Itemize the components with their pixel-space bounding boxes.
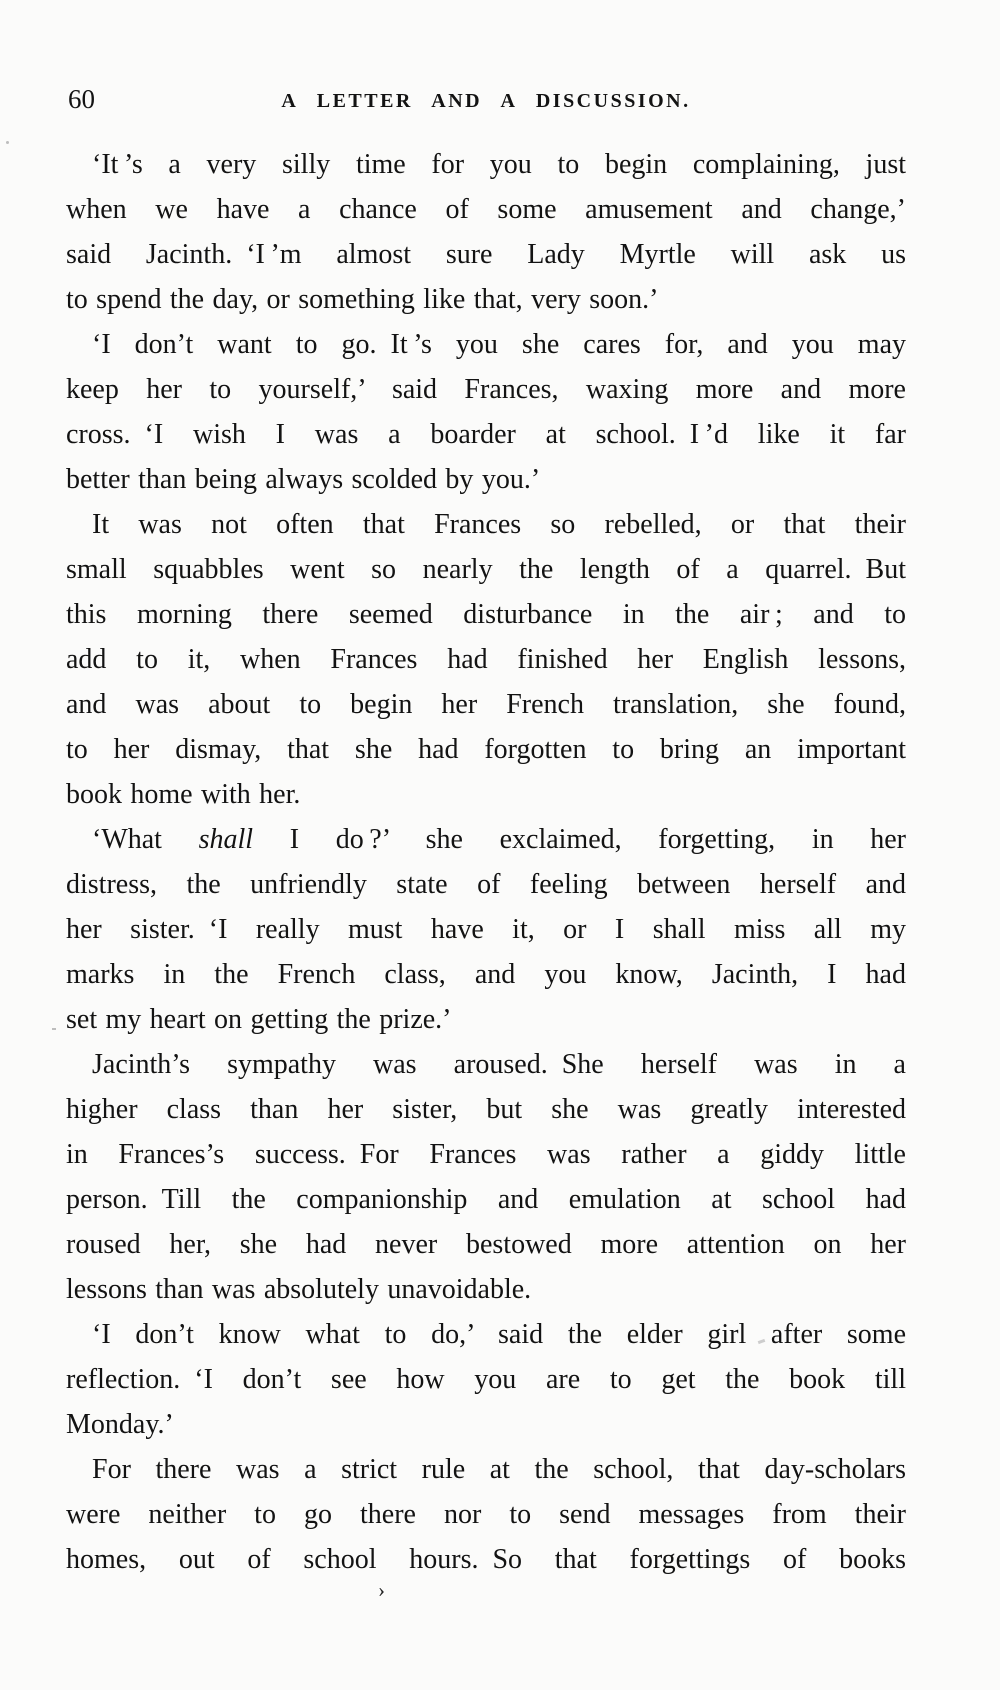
text-line: set my heart on getting the prize.’ bbox=[66, 1004, 452, 1035]
text-line: her sister. ‘I really must have it, or I shall miss all my bbox=[66, 914, 906, 945]
text-line: It was not often that Frances so rebelled, or that their bbox=[92, 509, 906, 540]
text-line: when we have a chance of some amusement and change,’ bbox=[66, 194, 906, 225]
text-line: marks in the French class, and you know, Jacinth, I had bbox=[66, 959, 906, 990]
scan-artifact bbox=[52, 1028, 56, 1030]
paragraph bbox=[66, 142, 906, 322]
text-line: person. Till the companionship and emulation at school had bbox=[66, 1184, 906, 1215]
text-line: ‘It ’s a very silly time for you to begin complaining, just bbox=[92, 149, 906, 180]
text-line: in Frances’s success. For Frances was rather a giddy little bbox=[66, 1139, 906, 1170]
text-line: higher class than her sister, but she was greatly interested bbox=[66, 1094, 906, 1125]
page-header bbox=[66, 84, 906, 120]
text-line: add to it, when Frances had finished her English lessons, bbox=[66, 644, 906, 675]
paragraph bbox=[66, 1312, 906, 1447]
paragraph bbox=[66, 1447, 906, 1582]
text-line: small squabbles went so nearly the length of a quarrel. But bbox=[66, 554, 906, 585]
text-block bbox=[66, 142, 906, 1582]
text-line: and was about to begin her French translation, she found, bbox=[66, 689, 906, 720]
paragraph bbox=[66, 322, 906, 502]
text-line: better than being always scolded by you.’ bbox=[66, 464, 541, 495]
paragraph bbox=[66, 1042, 906, 1312]
text-line: to spend the day, or something like that, very soon.’ bbox=[66, 284, 659, 315]
text-line: ‘What shall I do ?’ she exclaimed, forgetting, in her bbox=[92, 824, 907, 855]
signature-mark: › bbox=[378, 1578, 385, 1602]
text-line: Jacinth’s sympathy was aroused. She herself was in a bbox=[92, 1049, 906, 1080]
text-line: distress, the unfriendly state of feeling between herself and bbox=[66, 869, 906, 900]
paragraph bbox=[66, 502, 906, 817]
text-line: For there was a strict rule at the school, that day-scholars bbox=[92, 1454, 906, 1485]
paragraph bbox=[66, 817, 906, 1042]
scan-artifact bbox=[6, 141, 9, 144]
text-line: lessons than was absolutely unavoidable. bbox=[66, 1274, 532, 1305]
text-line: Monday.’ bbox=[66, 1409, 174, 1440]
running-title: A LETTER AND A DISCUSSION. bbox=[281, 90, 691, 112]
text-line: cross. ‘I wish I was a boarder at school. I ’d like it far bbox=[66, 419, 906, 450]
text-line: were neither to go there nor to send messages from their bbox=[66, 1499, 906, 1530]
page-number: 60 bbox=[68, 84, 95, 114]
text-line: keep her to yourself,’ said Frances, waxing more and more bbox=[66, 374, 906, 405]
text-line: said Jacinth. ‘I ’m almost sure Lady Myrtle will ask us bbox=[66, 239, 906, 270]
text-line: roused her, she had never bestowed more attention on her bbox=[66, 1229, 906, 1260]
text-line: homes, out of school hours. So that forgettings of books bbox=[66, 1544, 906, 1575]
text-line: this morning there seemed disturbance in the air ; and to bbox=[66, 599, 906, 630]
text-line: book home with her. bbox=[66, 779, 301, 810]
text-line: ‘I don’t want to go. It ’s you she cares for, and you may bbox=[92, 329, 906, 360]
text-line: ‘I don’t know what to do,’ said the elder girl after some bbox=[92, 1319, 906, 1350]
text-line: to her dismay, that she had forgotten to bring an important bbox=[66, 734, 906, 765]
text-line: reflection. ‘I don’t see how you are to get the book till bbox=[66, 1364, 906, 1395]
scan-artifact bbox=[746, 748, 749, 751]
